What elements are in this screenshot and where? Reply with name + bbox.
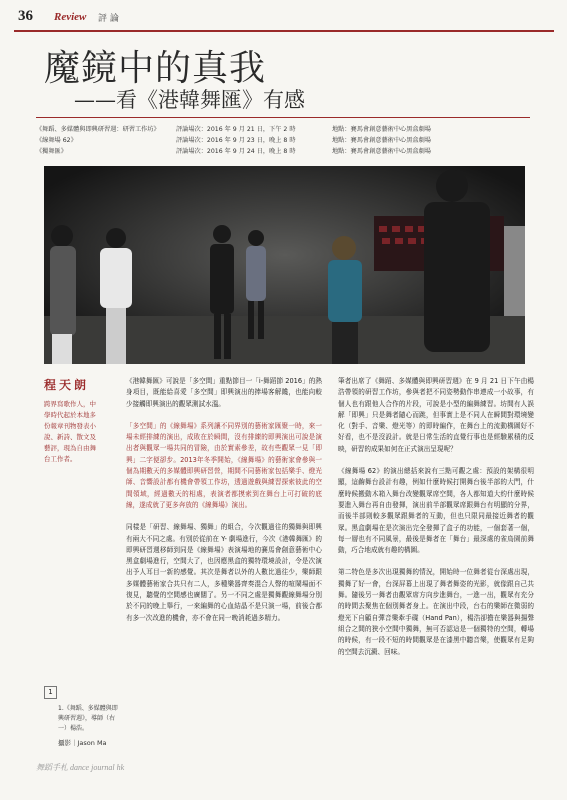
article-column-1 (126, 376, 322, 635)
event-list (36, 124, 536, 157)
rehearsal-photo (44, 166, 525, 364)
event-name: 《獨舞匯》 (36, 148, 67, 155)
section-label: Review (54, 11, 87, 23)
event-venue: 地點：賽馬會創意藝術中心黑盒劇場 (332, 126, 431, 133)
caption-number: 1 (44, 686, 57, 699)
event-name: 《線舞場 62》 (36, 137, 77, 144)
section-label-zh: 評 論 (98, 14, 119, 24)
paragraph: 筆者出席了《舞蹈、多媒體與即興研習週》在 9 月 21 日下午由楊浩帶領的研習工作坊，參與者把不同姿勢動作串連成一小故事，有個人也有跟他人合作的片段，可說是小型的編舞練習。坊間有人誤解「即興」只是舞者隨心而跳，但事實上是不同人在瞬間對環境變化（對手、音樂、燈光等）的即時編作，在舞台上的流動構圖好不好看，也不是沒設計。就是日常生活的直覺行事也是經驗累積的反映，研習的成果如何在正式演出呈現呢？ (338, 377, 534, 453)
author-bio: 跨界寫歌作人，中學時代起於本地多份報章刊物發表小說、新詩、散文及藝評，現為自由舞台工作者。 (44, 400, 96, 463)
event-venue: 地點：賽馬會創意藝術中心黑盒劇場 (332, 137, 431, 144)
event-row (36, 135, 536, 146)
page-number: 36 (18, 8, 33, 24)
dancers-illustration (44, 166, 525, 364)
event-date: 評論場次：2016 年 9 月 24 日，晚上 8 時 (176, 148, 296, 155)
event-date: 評論場次：2016 年 9 月 23 日，晚上 8 時 (176, 137, 296, 144)
event-venue: 地點：賽馬會創意藝術中心黑盒劇場 (332, 148, 431, 155)
paragraph: 同樣是「研習、線舞場、獨舞」的組合，今次觀過往的獨舞與即興有兩大不同之處。有別於從前在 Y- 劇場進行，今次《港韓舞匯》的即興研習週移師到同是《線舞場》表演場地的賽馬會創意藝術中心黑盒劇場進行，空間大了，也因應黑盒的獨特環境設計，令是次演出予人耳目一新的感覺。其次是舞者以外的人數比過往少，樂師跟多媒體藝術家合共只有二人，多種樂器齊奏混合人聲的喧鬧場面不復見，聽覺的空間感也廣闊了。另一不同之處是獨舞觀線舞場分別於不同的晚上舉行，一來編舞的心血結晶不是只演一場，前後合都有多一次改進的機會，亦不會在同一晚消耗過多精力。 (126, 523, 322, 622)
title-divider (36, 117, 530, 118)
article-title: 魔鏡中的真我 (44, 48, 267, 89)
photo-caption: 1.《舞蹈、多媒體與即興研習週》，導師（右一）楊浩。 (58, 705, 118, 732)
paragraph: 《線舞場 62》的演出總括來說有三點可觀之處：預設的架構很明顯，這齣舞台設計有趣，例如什麼時候打開舞台後半部的大門，什麼時候搬動木箱入舞台改變觀眾席空間，各人都知道大約什麼時候要進入舞台再自由發揮，演出前半部觀眾席跟舞台有明顯的分界，而後半部則較多觀眾跟舞者的互動，但也只限同最接近舞者的觀眾。黑盒劇場在是次演出完全發揮了盒子的功能，一個套著一個，每一層也有不同風景，最後是舞者在「舞台」最深處的雀鳥園前舞動，巧合地成就有趣的構圖。 (338, 467, 534, 555)
page-footer: 舞蹈手札 dance journal hk (36, 763, 125, 772)
event-row (36, 124, 536, 135)
event-name: 《舞蹈、多媒體與即興研習週：研習工作坊》 (36, 126, 160, 133)
event-row (36, 146, 536, 157)
event-date: 評論場次：2016 年 9 月 21 日，下午 2 時 (176, 126, 296, 133)
article-subtitle: ——看《港韓舞匯》有感 (74, 88, 305, 112)
page-header (14, 8, 554, 32)
article-column-2 (338, 376, 534, 669)
paragraph: 第二特色是多次出現獨舞的情況，開始時一位舞者從台深處出現，獨舞了好一會，台深屏幕上出現了舞者舞姿的光影，就像跟自己共舞。隨後另一舞者由觀眾席方向步進舞台，一進一出，觀眾有充分的時間去聚焦在個別舞者身上。在演出中段，台右的樂師在微弱的燈光下自顧自彈音樂牽手碟（Hand Pan），楊浩卻擔在樂器與揚聲組合之間的狹小空間中獨舞，無可否認這是一個獨特的空間，轉場的時候，有一段不短的時間觀眾是在漆黑中聽音樂，使觀眾有足夠的空間去沉澱、回味。 (338, 568, 534, 656)
author-block (44, 376, 100, 465)
paragraph: 「多空間」的《線舞場》系列讓不同界別的藝術家匯聚一時，來一場未經排練的演出，成敗在於瞬間，沒有排練的即興演出可說是演出者與觀眾一場共同的冒險，由於實素參差，故有些觀眾一見「即興」二字便卻步。2013年冬季開始，《線舞場》的藝術家會參與一個為期數天的多媒體即興研習營，期間不同藝術家包括樂手、燈光師、音響設計都有機會帶領工作坊，透過遊戲與練習探索彼此的空間領域，經過數天的相處，表演者都摸索到在舞台上可打破的底線，遂成就了更多奔放的《線舞場》演出。 (126, 421, 322, 509)
author-name: 程天朗 (44, 378, 90, 392)
photo-credit: 攝影｜Jason Ma (58, 739, 107, 747)
paragraph: 《港韓舞匯》可說是「多空間」重點節目一「i-舞蹈節 2016」的熱身項目，既能給喜愛「多空間」即興演出的捧場客解饞，也能向較少接觸即興演出的觀眾測試水溫。 (126, 377, 322, 408)
